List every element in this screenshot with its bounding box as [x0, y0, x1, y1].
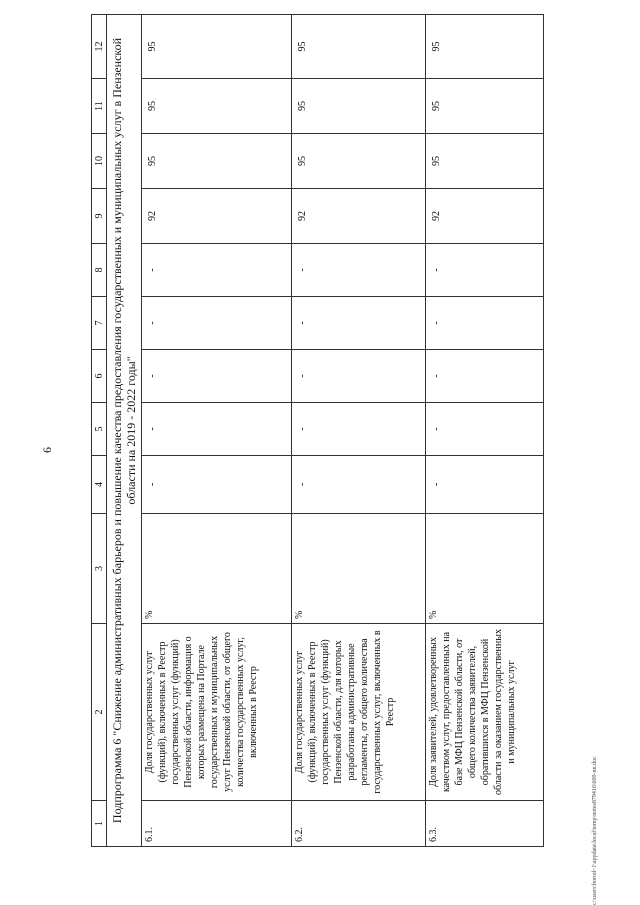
row-number: 6.2.	[292, 801, 426, 847]
row-value: -	[142, 244, 292, 297]
row-value: -	[426, 297, 544, 350]
subprogram-row	[107, 15, 142, 847]
rotated-table-container	[91, 15, 544, 847]
row-value: 95	[426, 134, 544, 189]
row-value: 92	[292, 189, 426, 244]
table-row	[426, 15, 544, 847]
row-value: 95	[142, 79, 292, 134]
col-header-7: 7	[92, 297, 107, 350]
table-row	[292, 15, 426, 847]
row-value: -	[142, 297, 292, 350]
row-number: 6.1.	[142, 801, 292, 847]
col-header-12: 12	[92, 15, 107, 79]
col-header-11: 11	[92, 79, 107, 134]
row-value: -	[292, 244, 426, 297]
row-unit: %	[142, 514, 292, 624]
table-row	[142, 15, 292, 847]
col-header-8: 8	[92, 244, 107, 297]
row-value: -	[142, 403, 292, 456]
row-value: -	[292, 403, 426, 456]
row-value: -	[426, 244, 544, 297]
col-header-3: 3	[92, 514, 107, 624]
row-value: -	[292, 456, 426, 514]
row-value: 92	[142, 189, 292, 244]
row-unit: %	[426, 514, 544, 624]
col-header-9: 9	[92, 189, 107, 244]
row-value: -	[292, 297, 426, 350]
col-header-4: 4	[92, 456, 107, 514]
row-value: 95	[292, 15, 426, 79]
col-header-10: 10	[92, 134, 107, 189]
row-value: -	[142, 350, 292, 403]
row-value: 95	[426, 79, 544, 134]
row-value: -	[292, 350, 426, 403]
col-header-2: 2	[92, 624, 107, 801]
row-value: -	[426, 456, 544, 514]
indicators-table	[91, 14, 544, 847]
file-path-footer: c:\users\borod~1\appdata\local\temp\notes879416\600-nn.doc	[592, 756, 598, 905]
row-value: 95	[292, 134, 426, 189]
subprogram-title: Подпрограмма 6 "Снижение административных барьеров и повышение качества предоставления государственных и муниципальных услуг в Пензенской области на 2019 - 2022 годы"	[107, 15, 142, 847]
row-value: 95	[142, 15, 292, 79]
row-value: -	[426, 350, 544, 403]
row-description: Доля государственных услуг (функций), включенных в Реестр государственных услуг (функций) Пензенской области, для которых разработаны административные регламенты, от общего количества государственных услуг, включенных в Реестр	[292, 624, 426, 801]
col-header-1: 1	[92, 801, 107, 847]
row-description: Доля государственных услуг (функций), включенных в Реестр государственных услуг (функций) Пензенской области, информация о которых размещена на Портале государственных и муниципальных услуг Пензенской области, от общего количества государственных услуг, включенных в Реестр	[142, 624, 292, 801]
row-unit: %	[292, 514, 426, 624]
row-value: 95	[292, 79, 426, 134]
row-number: 6.3.	[426, 801, 544, 847]
row-value: 95	[142, 134, 292, 189]
col-header-6: 6	[92, 350, 107, 403]
page-number: 6	[40, 447, 54, 453]
row-description: Доля заявителей, удовлетворенных качеством услуг, предоставленных на базе МФЦ Пензенской области, от общего количества заявителей, обратившихся в МФЦ Пензенской области за оказанием государственных и муниципальных услуг	[426, 624, 544, 801]
column-number-row	[92, 15, 107, 847]
row-value: -	[426, 403, 544, 456]
row-value: 95	[426, 15, 544, 79]
row-value: 92	[426, 189, 544, 244]
row-value: -	[142, 456, 292, 514]
col-header-5: 5	[92, 403, 107, 456]
